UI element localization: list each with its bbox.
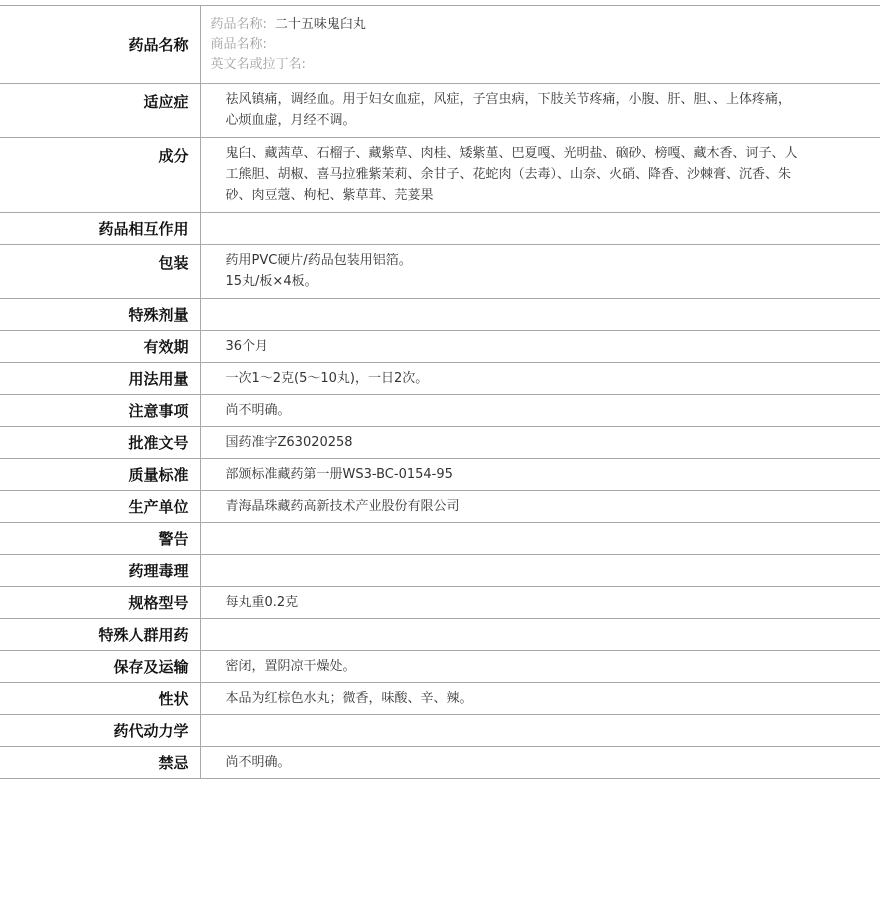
row-value: 一次1～2克(5～10丸)，一日2次。: [200, 363, 880, 395]
row-value: 国药准字Z63020258: [200, 427, 880, 459]
row-value: [200, 245, 880, 299]
row-label: 药理毒理: [0, 555, 200, 587]
row-dosage: [0, 363, 880, 395]
row-value: [200, 715, 880, 747]
row-value: 密闭，置阴凉干燥处。: [200, 651, 880, 683]
row-label: 保存及运输: [0, 651, 200, 683]
row-pharmacokinetics: [0, 715, 880, 747]
generic-name-line: [211, 15, 871, 35]
row-manufacturer: [0, 491, 880, 523]
row-label: 规格型号: [0, 587, 200, 619]
row-package: [0, 245, 880, 299]
row-value: 祛风镇痛，调经血。用于妇女血症，风症，子宫虫病，下肢关节疼痛，小腹、肝、胆、、上体疼痛，心烦血虚，月经不调。: [200, 84, 880, 138]
generic-name-label: 药品名称:: [210, 17, 267, 32]
row-specification: [0, 587, 880, 619]
row-value: 部颁标准藏药第一册WS3-BC-0154-95: [200, 459, 880, 491]
row-value: 尚不明确。: [200, 747, 880, 779]
row-pharmacology: [0, 555, 880, 587]
row-value: 每丸重0.2克: [200, 587, 880, 619]
row-contraindications: [0, 747, 880, 779]
row-quality-standard: [0, 459, 880, 491]
row-shelf-life: [0, 331, 880, 363]
row-label: 药品相互作用: [0, 213, 200, 245]
row-indications: [0, 84, 880, 138]
row-label: 特殊剂量: [0, 299, 200, 331]
package-line-1: 药用PVC硬片/药品包装用铝箔。: [225, 253, 412, 268]
trade-name-line: [211, 35, 871, 55]
row-warning: [0, 523, 880, 555]
row-value: 本品为红棕色水丸；微香，味酸、辛、辣。: [200, 683, 880, 715]
row-value: [200, 619, 880, 651]
row-value: 鬼臼、藏茜草、石榴子、藏紫草、肉桂、矮紫堇、巴夏嘎、光明盐、硇砂、榜嘎、藏木香、诃子、人工熊胆、胡椒、喜马拉雅紫茉莉、余甘子、花蛇肉（去毒）、山奈、火硝、降香、沙棘膏、沉香、朱砂、肉豆蔻、枸杞、紫草茸、芫荽果: [200, 138, 880, 213]
row-label: 适应症: [0, 84, 200, 138]
row-interactions: [0, 213, 880, 245]
row-appearance: [0, 683, 880, 715]
row-label: 注意事项: [0, 395, 200, 427]
row-value: [200, 299, 880, 331]
row-label: 成分: [0, 138, 200, 213]
drug-name-block: [200, 6, 880, 84]
drug-info-table: [0, 5, 880, 779]
generic-name-value: 二十五味鬼臼丸: [274, 17, 366, 32]
row-label: 禁忌: [0, 747, 200, 779]
row-label: 批准文号: [0, 427, 200, 459]
row-value: 36个月: [200, 331, 880, 363]
row-storage: [0, 651, 880, 683]
row-label: 药代动力学: [0, 715, 200, 747]
row-value: [200, 213, 880, 245]
row-value: [200, 555, 880, 587]
row-label: 药品名称: [0, 6, 200, 84]
row-label: 质量标准: [0, 459, 200, 491]
english-name-line: [211, 55, 871, 75]
row-label: 性状: [0, 683, 200, 715]
row-value: 青海晶珠藏药高新技术产业股份有限公司: [200, 491, 880, 523]
row-approval-number: [0, 427, 880, 459]
row-special-populations: [0, 619, 880, 651]
trade-name-label: 商品名称:: [210, 37, 267, 52]
english-name-label: 英文名或拉丁名:: [210, 57, 306, 72]
package-line-2: 15丸/板×4板。: [225, 274, 318, 289]
row-value: [200, 523, 880, 555]
row-drug-name: [0, 6, 880, 84]
row-ingredients: [0, 138, 880, 213]
row-special-dose: [0, 299, 880, 331]
row-label: 特殊人群用药: [0, 619, 200, 651]
row-label: 包装: [0, 245, 200, 299]
row-value: 尚不明确。: [200, 395, 880, 427]
row-label: 生产单位: [0, 491, 200, 523]
row-label: 警告: [0, 523, 200, 555]
row-label: 有效期: [0, 331, 200, 363]
row-precautions: [0, 395, 880, 427]
row-label: 用法用量: [0, 363, 200, 395]
